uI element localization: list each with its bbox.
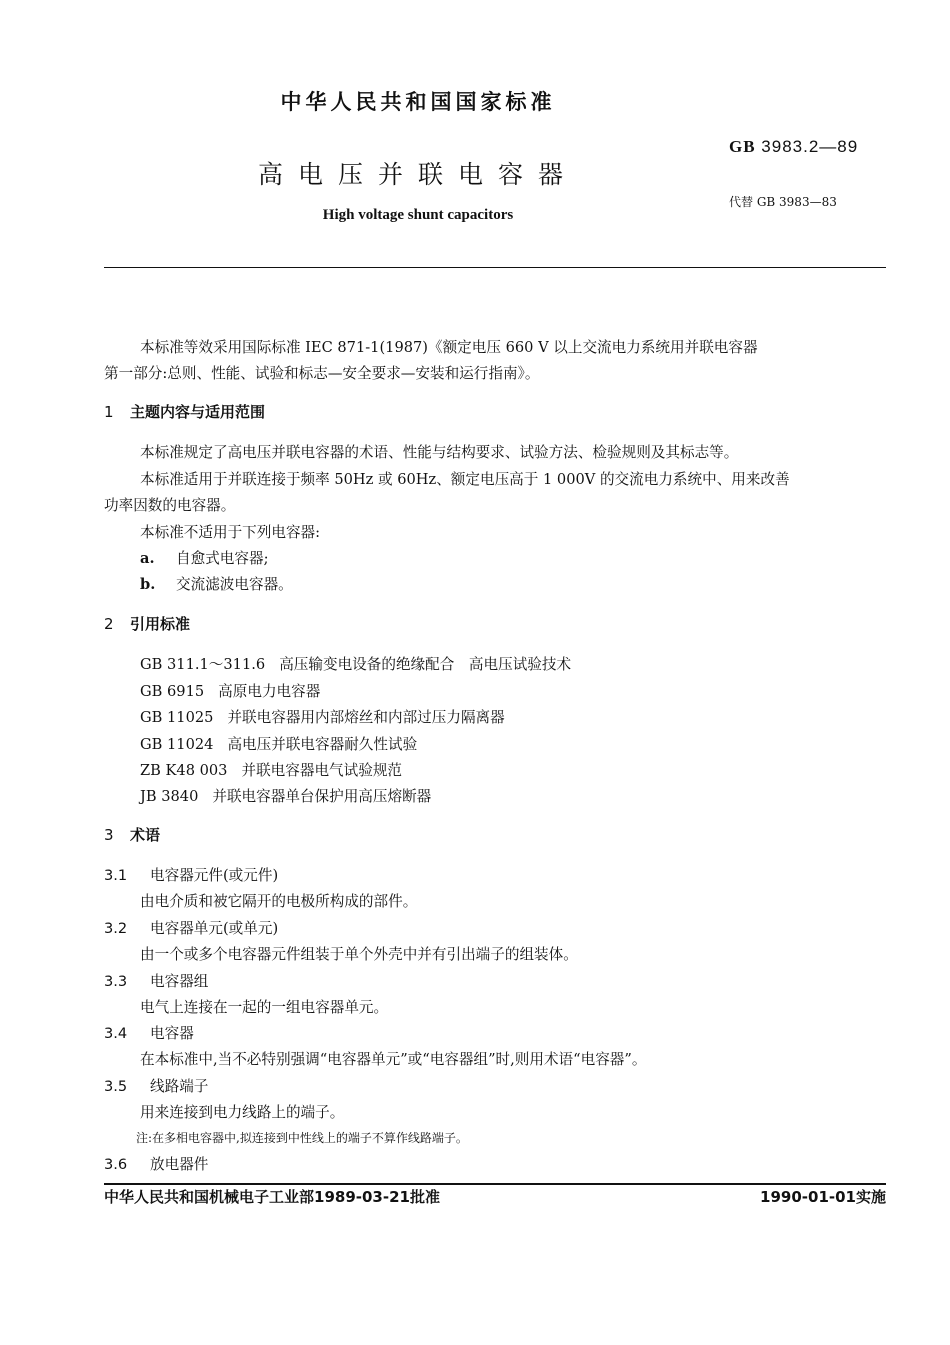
section-1-para-2-line-1: 本标准适用于并联连接于频率 50Hz 或 60Hz、额定电压高于 1 000V 的交流电力系统中、用来改善: [140, 471, 790, 488]
reference-title: 并联电容器单台保护用高压熔断器: [212, 788, 432, 805]
reference-code: GB 11024: [140, 736, 214, 753]
term-number: 3.5: [104, 1078, 128, 1095]
term-number: 3.3: [104, 973, 128, 990]
header-divider: [104, 267, 886, 268]
reference-item: [140, 680, 320, 701]
term-definition: 在本标准中,当不必特别强调“电容器单元”或“电容器组”时,则用术语“电容器”。: [140, 1051, 647, 1068]
term-name: 线路端子: [150, 1078, 209, 1095]
term-note: 注:在多相电容器中,拟连接到中性线上的端子不算作线路端子。: [136, 1131, 468, 1145]
reference-code: GB 311.1～311.6: [140, 656, 266, 673]
term-definition: 用来连接到电力线路上的端子。: [140, 1104, 345, 1121]
approval-statement: 中华人民共和国机械电子工业部1989-03-21批准: [104, 1188, 440, 1206]
term-number: 3.6: [104, 1156, 128, 1173]
term-heading: [104, 864, 278, 885]
standard-code-number: 3983.2—89: [761, 137, 859, 156]
section-2-number: 2: [104, 615, 114, 633]
list-item-text: 自愈式电容器;: [176, 550, 269, 567]
reference-item: [140, 733, 417, 754]
intro-line-2: 第一部分:总则、性能、试验和标志—安全要求—安装和运行指南》。: [104, 365, 540, 382]
reference-title: 高原电力电容器: [218, 683, 321, 700]
standard-code-prefix: GB: [729, 137, 756, 156]
section-1-para-2-line-2: 功率因数的电容器。: [104, 497, 236, 514]
term-definition: 由一个或多个电容器元件组装于单个外壳中并有引出端子的组装体。: [140, 946, 578, 963]
term-name: 放电器件: [150, 1156, 209, 1173]
term-name: 电容器元件(或元件): [150, 867, 279, 884]
reference-title: 并联电容器电气试验规范: [241, 762, 403, 779]
list-item: [140, 547, 268, 568]
section-1-heading: [104, 401, 265, 422]
document-subtitle-en: High voltage shunt capacitors: [322, 207, 514, 223]
footer-divider: [104, 1183, 886, 1185]
term-heading: [104, 1153, 208, 1174]
reference-item: [140, 759, 402, 780]
reference-title: 高电压并联电容器耐久性试验: [227, 736, 418, 753]
term-definition: 电气上连接在一起的一组电容器单元。: [140, 999, 389, 1016]
effective-date: 1990-01-01实施: [760, 1188, 886, 1206]
term-heading: [104, 1075, 208, 1096]
section-3-number: 3: [104, 826, 114, 844]
standard-code: [729, 137, 858, 157]
reference-code: ZB K48 003: [140, 762, 228, 779]
term-name: 电容器组: [150, 973, 209, 990]
reference-item: [140, 785, 431, 806]
section-1-para-3: 本标准不适用于下列电容器:: [140, 524, 321, 541]
section-1-para-1: 本标准规定了高电压并联电容器的术语、性能与结构要求、试验方法、检验规则及其标志等。: [140, 444, 739, 461]
reference-code: JB 3840: [140, 788, 199, 805]
reference-title: 高压输变电设备的绝缘配合 高电压试验技术: [279, 656, 572, 673]
section-2-label: 引用标准: [130, 615, 191, 633]
term-heading: [104, 917, 278, 938]
term-number: 3.1: [104, 867, 128, 884]
section-1-label: 主题内容与适用范围: [130, 403, 266, 421]
reference-item: [140, 706, 505, 727]
intro-line-1: 本标准等效采用国际标准 IEC 871-1(1987)《额定电压 660 V 以上交流电力系统用并联电容器: [140, 339, 758, 356]
reference-code: GB 6915: [140, 683, 205, 700]
term-name: 电容器单元(或单元): [150, 920, 279, 937]
term-heading: [104, 970, 208, 991]
reference-code: GB 11025: [140, 709, 214, 726]
list-item: [140, 573, 293, 594]
term-number: 3.2: [104, 920, 128, 937]
term-heading: [104, 1022, 194, 1043]
reference-title: 并联电容器用内部熔丝和内部过压力隔离器: [227, 709, 505, 726]
section-2-heading: [104, 613, 190, 634]
reference-item: [140, 653, 571, 674]
section-3-label: 术语: [130, 826, 161, 844]
term-name: 电容器: [150, 1025, 194, 1042]
term-definition: 由电介质和被它隔开的电极所构成的部件。: [140, 893, 418, 910]
national-standard-heading: 中华人民共和国国家标准: [280, 90, 556, 114]
replaces-note: 代替 GB 3983—83: [729, 195, 837, 209]
list-item-label: b.: [140, 576, 156, 593]
list-item-label: a.: [140, 550, 155, 567]
term-number: 3.4: [104, 1025, 128, 1042]
section-1-number: 1: [104, 403, 114, 421]
list-item-text: 交流滤波电容器。: [176, 576, 293, 593]
section-3-heading: [104, 824, 160, 845]
document-title: 高电压并联电容器: [257, 160, 578, 189]
